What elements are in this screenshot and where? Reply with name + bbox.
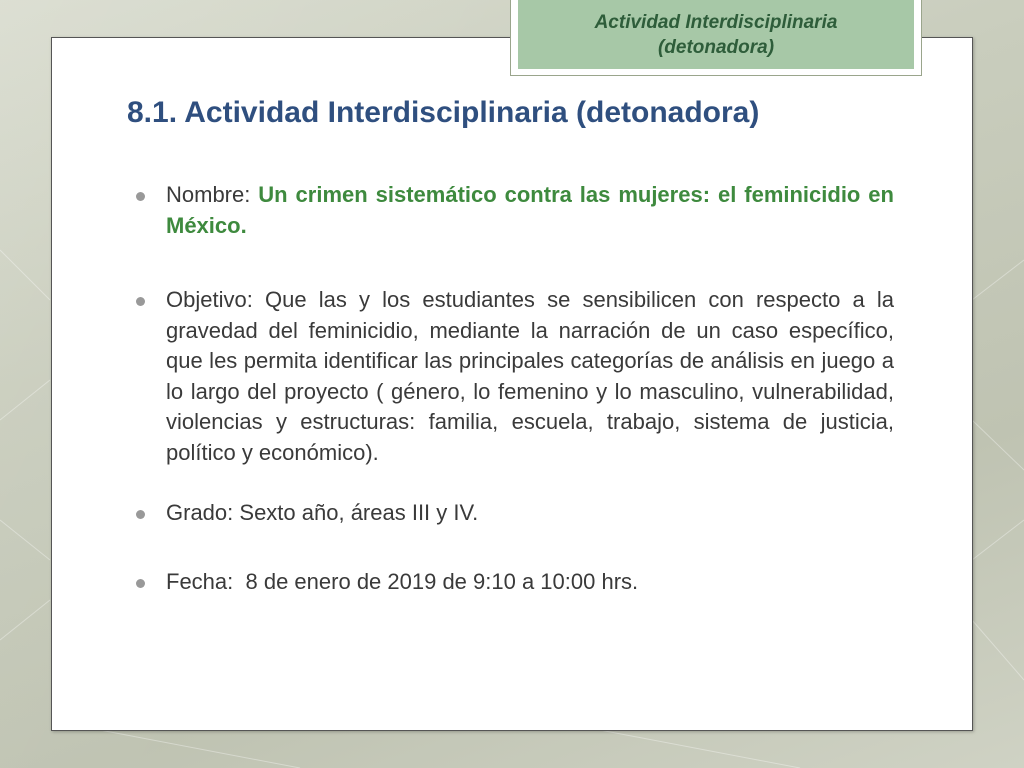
item-label: Grado: — [166, 500, 234, 525]
list-item-nombre — [134, 180, 894, 241]
item-value: 8 de enero de 2019 de 9:10 a 10:00 hrs. — [239, 568, 639, 594]
slide-title: 8.1. Actividad Interdisciplinaria (detonadora) — [127, 96, 760, 129]
header-tab-label — [518, 0, 914, 69]
item-label: Fecha: — [166, 568, 234, 594]
list-item-fecha — [134, 567, 894, 598]
bullet-dot-icon — [136, 297, 145, 306]
item-label: Objetivo: — [166, 287, 253, 312]
bullet-dot-icon — [136, 579, 145, 588]
item-value: Sexto año, áreas III y IV. — [239, 500, 479, 525]
header-tab-line1: Actividad Interdisciplinaria — [594, 11, 838, 33]
header-tab — [510, 0, 922, 76]
item-label: Nombre: — [166, 182, 251, 207]
bullet-dot-icon — [136, 192, 145, 201]
item-value-highlight: Un crimen sistemático contra las mujeres: el feminicidio en México. — [166, 182, 894, 238]
bullet-list — [134, 180, 894, 597]
header-tab-line2: (detonadora) — [657, 36, 775, 58]
bullet-dot-icon — [136, 510, 145, 519]
list-item-objetivo — [134, 285, 894, 468]
list-item-grado — [134, 498, 894, 529]
item-value: Que las y los estudiantes se sensibilicen con respecto a la gravedad del feminicidio, mediante la narración de un caso específico, que les permita identificar las principales categorías de análisis en juego a lo largo del proyecto ( género, lo femenino y lo masculino, vulnerabilidad, violencias y estructuras: familia, escuela, trabajo, sistema de justicia, político y económico). — [166, 287, 894, 465]
